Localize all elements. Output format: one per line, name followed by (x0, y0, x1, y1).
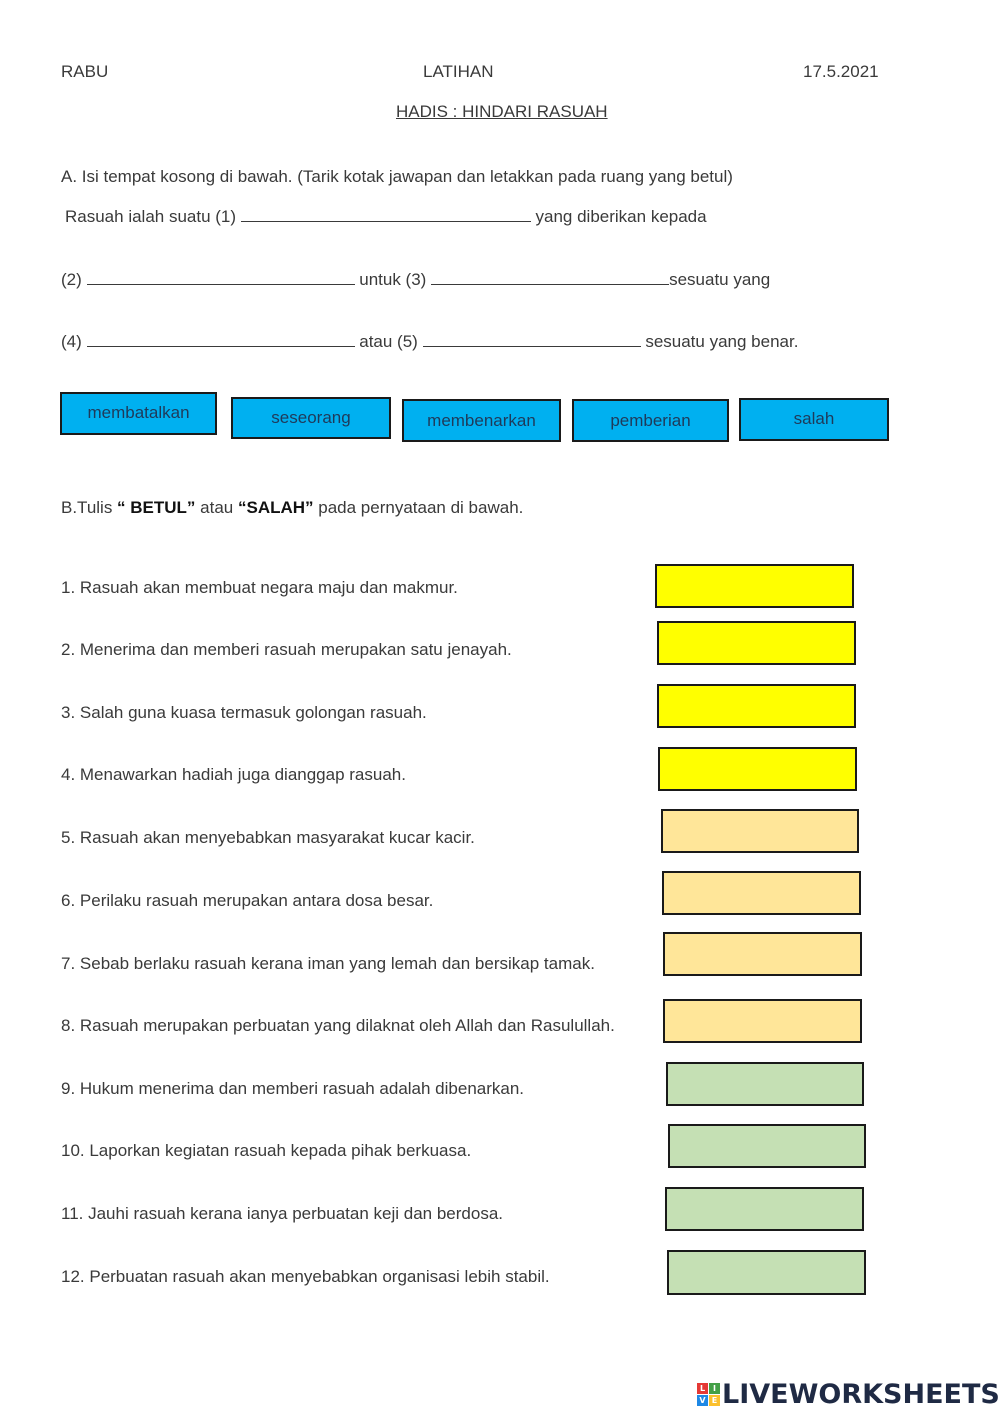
date-label: 17.5.2021 (803, 62, 879, 81)
instruction-prefix: B.Tulis (61, 498, 118, 517)
answer-box-2[interactable] (657, 621, 856, 665)
line3-start: (4) (61, 332, 82, 351)
answer-box-1[interactable] (655, 564, 854, 608)
question-11: 11. Jauhi rasuah kerana ianya perbuatan keji dan berdosa. (61, 1204, 503, 1223)
instruction-atau: atau (195, 498, 238, 517)
question-1: 1. Rasuah akan membuat negara maju dan makmur. (61, 578, 458, 597)
fill-line-2 (61, 270, 770, 290)
chip-label: seseorang (271, 408, 351, 427)
logo-letter: L (697, 1383, 708, 1394)
liveworksheets-logo (697, 1377, 1000, 1411)
logo-letter: V (697, 1395, 708, 1406)
line2-mid: untuk (3) (359, 270, 427, 289)
answer-chip[interactable] (60, 392, 217, 435)
line3-mid: atau (5) (359, 332, 418, 351)
instruction-suffix: pada pernyataan di bawah. (313, 498, 524, 517)
line2-end: sesuatu yang (669, 270, 771, 289)
section-a-instruction: A. Isi tempat kosong di bawah. (Tarik kotak jawapan dan letakkan pada ruang yang betul) (61, 167, 733, 186)
answer-chip[interactable] (739, 398, 889, 441)
line3-end: sesuatu yang benar. (645, 332, 799, 351)
answer-box-4[interactable] (658, 747, 857, 791)
day-label: RABU (61, 62, 109, 81)
worksheet-type: LATIHAN (423, 62, 494, 81)
question-9: 9. Hukum menerima dan memberi rasuah adalah dibenarkan. (61, 1079, 525, 1098)
question-2: 2. Menerima dan memberi rasuah merupakan satu jenayah. (61, 640, 512, 659)
answer-chip[interactable] (231, 397, 391, 439)
answer-box-8[interactable] (663, 999, 862, 1043)
chip-label: membatalkan (87, 403, 190, 422)
brand-name: LIVEWORKSHEETS (722, 1378, 1000, 1410)
answer-box-11[interactable] (665, 1187, 864, 1231)
page-title: HADIS : HINDARI RASUAH (396, 102, 608, 121)
chip-label: pemberian (610, 411, 691, 430)
answer-chip[interactable] (402, 399, 561, 442)
question-3: 3. Salah guna kuasa termasuk golongan rasuah. (61, 703, 427, 722)
question-8: 8. Rasuah merupakan perbuatan yang dilaknat oleh Allah dan Rasulullah. (61, 1016, 615, 1035)
answer-box-12[interactable] (667, 1250, 866, 1295)
liveworksheets-mark-icon (697, 1383, 720, 1406)
salah-keyword: “SALAH” (237, 498, 314, 517)
line1-start: Rasuah ialah suatu (1) (65, 207, 237, 226)
answer-chip[interactable] (572, 399, 729, 442)
chip-label: salah (793, 409, 835, 428)
answer-box-3[interactable] (657, 684, 856, 728)
blank-3[interactable] (431, 270, 669, 285)
answer-box-5[interactable] (661, 809, 859, 853)
logo-letter: E (709, 1395, 720, 1406)
answer-box-10[interactable] (668, 1124, 866, 1168)
blank-5[interactable] (423, 332, 641, 347)
section-b-instruction (61, 498, 523, 518)
line2-start: (2) (61, 270, 82, 289)
blank-2[interactable] (87, 270, 355, 285)
question-4: 4. Menawarkan hadiah juga dianggap rasuah. (61, 765, 406, 784)
answer-box-7[interactable] (663, 932, 862, 976)
question-7: 7. Sebab berlaku rasuah kerana iman yang lemah dan bersikap tamak. (61, 954, 595, 973)
question-5: 5. Rasuah akan menyebabkan masyarakat kucar kacir. (61, 828, 475, 847)
fill-line-1 (65, 207, 707, 227)
blank-4[interactable] (87, 332, 355, 347)
question-6: 6. Perilaku rasuah merupakan antara dosa besar. (61, 891, 434, 910)
answer-box-6[interactable] (662, 871, 861, 915)
chip-label: membenarkan (427, 411, 536, 430)
answer-box-9[interactable] (666, 1062, 864, 1106)
line1-end: yang diberikan kepada (535, 207, 707, 226)
betul-keyword: “ BETUL” (117, 498, 196, 517)
question-10: 10. Laporkan kegiatan rasuah kepada pihak berkuasa. (61, 1141, 472, 1160)
question-12: 12. Perbuatan rasuah akan menyebabkan organisasi lebih stabil. (61, 1267, 550, 1286)
logo-letter: I (709, 1383, 720, 1394)
blank-1[interactable] (241, 207, 531, 222)
fill-line-3 (61, 332, 798, 352)
